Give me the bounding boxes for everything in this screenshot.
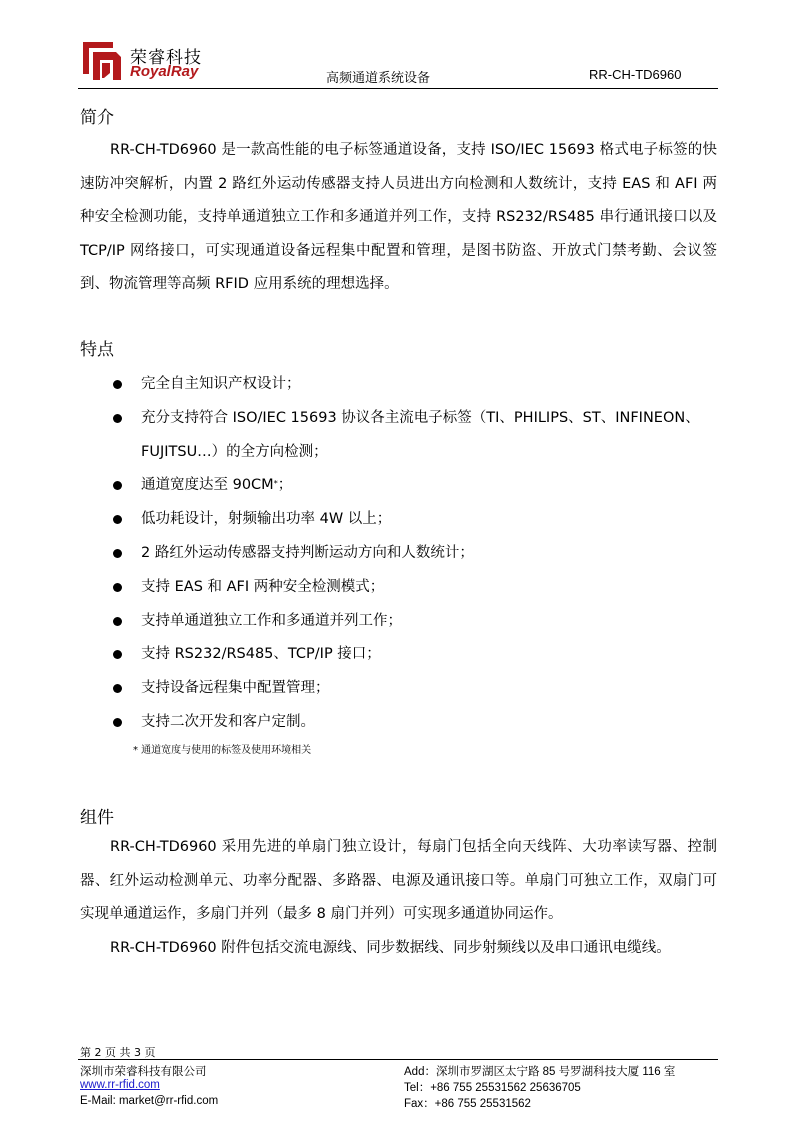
- list-item: 低功耗设计，射频输出功率 4W 以上；: [110, 503, 720, 537]
- document-title: 高频通道系统设备: [326, 71, 431, 86]
- intro-heading: 简介: [80, 108, 114, 128]
- bullet-icon: [113, 718, 122, 727]
- header-divider: [78, 88, 718, 89]
- bullet-icon: [113, 583, 122, 592]
- company-name-cn: 荣睿科技: [130, 48, 202, 68]
- intro-paragraph: RR-CH-TD6960 是一款高性能的电子标签通道设备，支持 ISO/IEC 15693 格式电子标签的快速防冲突解析，内置 2 路红外运动传感器支持人员进出方向检测和人数统计，支持 EAS 和 AFI 两种安全检测功能，支持单通道独立工作和多通道并列工作，支持 RS232/RS485 串行通讯接口以及 TCP/IP 网络接口，可实现通道设备远程集中配置和管理，是图书防盗、开放式门禁考勤、会议签到、物流管理等高频 RFID 应用系统的理想选择。: [80, 142, 717, 292]
- footer-divider: [78, 1059, 718, 1060]
- footer-email: E-Mail: market@rr-rfid.com: [80, 1095, 219, 1107]
- royalray-logo-icon: [80, 40, 124, 82]
- list-item: 支持 EAS 和 AFI 两种安全检测模式；: [110, 571, 720, 605]
- bullet-icon: [113, 650, 122, 659]
- bullet-icon: [113, 380, 122, 389]
- list-item: 通道宽度达至 90CM*；: [110, 469, 720, 503]
- company-name-en: RoyalRay: [130, 63, 199, 80]
- bullet-icon: [113, 515, 122, 524]
- bullet-icon: [113, 684, 122, 693]
- footer-tel: Tel：+86 755 25531562 25636705: [404, 1082, 581, 1094]
- list-item: 充分支持符合 ISO/IEC 15693 协议各主流电子标签（TI、PHILIPS、ST、INFINEON、FUJITSU…）的全方向检测；: [110, 402, 720, 470]
- page-number: 第 2 页 共 3 页: [80, 1046, 156, 1059]
- bullet-icon: [113, 617, 122, 626]
- features-heading: 特点: [80, 340, 114, 360]
- footer-company: 深圳市荣睿科技有限公司: [80, 1066, 207, 1078]
- footnote: * 通道宽度与使用的标签及使用环境相关: [133, 745, 312, 756]
- feature-list: [110, 368, 720, 740]
- footer-fax: Fax：+86 755 25531562: [404, 1098, 531, 1110]
- components-paragraph-1: RR-CH-TD6960 采用先进的单扇门独立设计，每扇门包括全向天线阵、大功率读写器、控制器、红外运动检测单元、功率分配器、多路器、电源及通讯接口等。单扇门可独立工作，双扇门可实现单通道运作，多扇门并列（最多 8 扇门并列）可实现多通道协同运作。: [80, 839, 717, 922]
- bullet-icon: [113, 549, 122, 558]
- bullet-icon: [113, 481, 122, 490]
- list-item: 支持设备远程集中配置管理；: [110, 672, 720, 706]
- footer-website-link[interactable]: www.rr-rfid.com: [80, 1079, 160, 1091]
- list-item: 完全自主知识产权设计；: [110, 368, 720, 402]
- bullet-icon: [113, 414, 122, 423]
- components-heading: 组件: [80, 808, 114, 828]
- list-item: 2 路红外运动传感器支持判断运动方向和人数统计；: [110, 537, 720, 571]
- components-paragraph-2: RR-CH-TD6960 附件包括交流电源线、同步数据线、同步射频线以及串口通讯电缆线。: [110, 940, 671, 956]
- product-model: RR-CH-TD6960: [589, 67, 682, 82]
- list-item: 支持 RS232/RS485、TCP/IP 接口；: [110, 638, 720, 672]
- list-item: 支持二次开发和客户定制。: [110, 706, 720, 740]
- footer-address: Add：深圳市罗湖区太宁路 85 号罗湖科技大厦 116 室: [404, 1066, 676, 1078]
- list-item: 支持单通道独立工作和多通道并列工作；: [110, 605, 720, 639]
